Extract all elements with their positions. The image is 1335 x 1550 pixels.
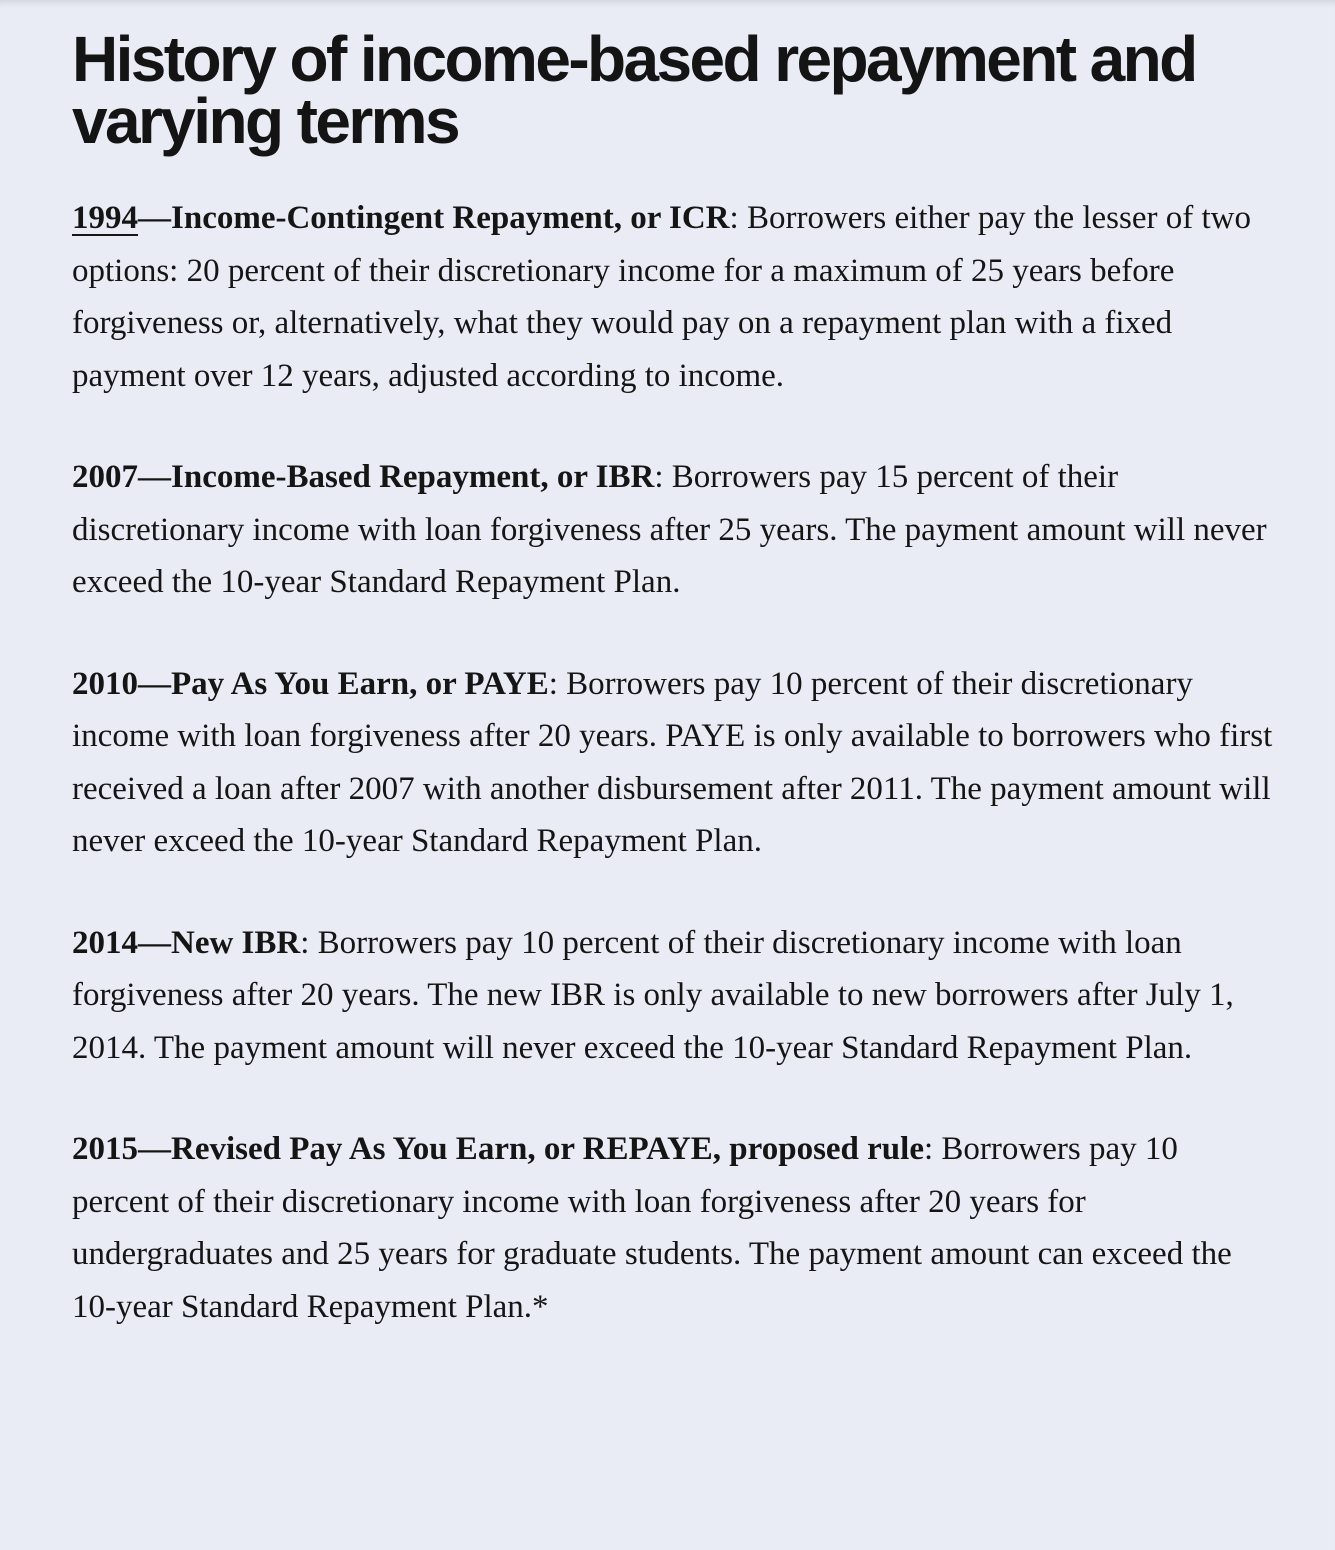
- colon: :: [300, 924, 310, 961]
- entry-heading: [72, 459, 654, 495]
- entry-heading: [72, 925, 300, 961]
- dash: —: [138, 459, 171, 495]
- year: 2014: [72, 924, 138, 961]
- plan-name: Pay As You Earn, or PAYE: [171, 665, 549, 702]
- entry-repaye: [72, 1123, 1277, 1333]
- dash: —: [138, 200, 171, 236]
- entry-icr: [72, 192, 1277, 402]
- entry-text: Borrowers either pay the lesser of two options: 20 percent of their discretionary income for a maximum of 25 years before forgiveness or, alternatively, what they would pay on a repayment plan with a fixed payment over 12 years, adjusted according to income.: [72, 200, 1251, 394]
- dash: —: [138, 924, 171, 961]
- entry-text: Borrowers pay 10 percent of their discretionary income with loan forgiveness after 20 years. The new IBR is only available to new borrowers after July 1, 2014. The payment amount will never exceed the 10-year Standard Repayment Plan.: [72, 924, 1234, 1066]
- entry-new-ibr: [72, 917, 1277, 1075]
- entry-heading: [72, 1131, 924, 1167]
- entry-ibr: [72, 451, 1277, 609]
- colon: :: [923, 1131, 934, 1167]
- section-title: History of income-based repayment and varying terms: [72, 23, 1196, 157]
- entry-heading: [72, 200, 730, 236]
- colon: :: [548, 665, 558, 702]
- year: 2015: [72, 1131, 138, 1167]
- entry-heading: [72, 666, 549, 702]
- plan-name: New IBR: [171, 924, 301, 961]
- plan-name: Income-Contingent Repayment, or ICR: [171, 200, 730, 236]
- year: 2010: [72, 665, 138, 702]
- dash: —: [138, 1131, 171, 1167]
- dash: —: [138, 665, 171, 702]
- entry-paye: [72, 658, 1277, 868]
- entry-text: Borrowers pay 15 percent of their discretionary income with loan forgiveness after 25 years. The payment amount will never exceed the 10-year Standard Repayment Plan.: [72, 459, 1267, 600]
- plan-name: Income-Based Repayment, or IBR: [171, 459, 655, 495]
- colon: :: [729, 200, 739, 236]
- entry-text: Borrowers pay 10 percent of their discretionary income with loan forgiveness after 20 years for undergraduates and 25 years for graduate students. The payment amount can exceed the 10-year Standard Repayment Plan.*: [72, 1131, 1232, 1325]
- year: 2007: [72, 459, 138, 495]
- year-1994-link[interactable]: 1994: [72, 200, 138, 236]
- entry-text: Borrowers pay 10 percent of their discretionary income with loan forgiveness after 20 years. PAYE is only available to borrowers who first received a loan after 2007 with another disbursement after 2011. The payment amount will never exceed the 10-year Standard Repayment Plan.: [72, 665, 1273, 859]
- plan-name: Revised Pay As You Earn, or REPAYE, proposed rule: [171, 1131, 924, 1167]
- colon: :: [654, 459, 664, 495]
